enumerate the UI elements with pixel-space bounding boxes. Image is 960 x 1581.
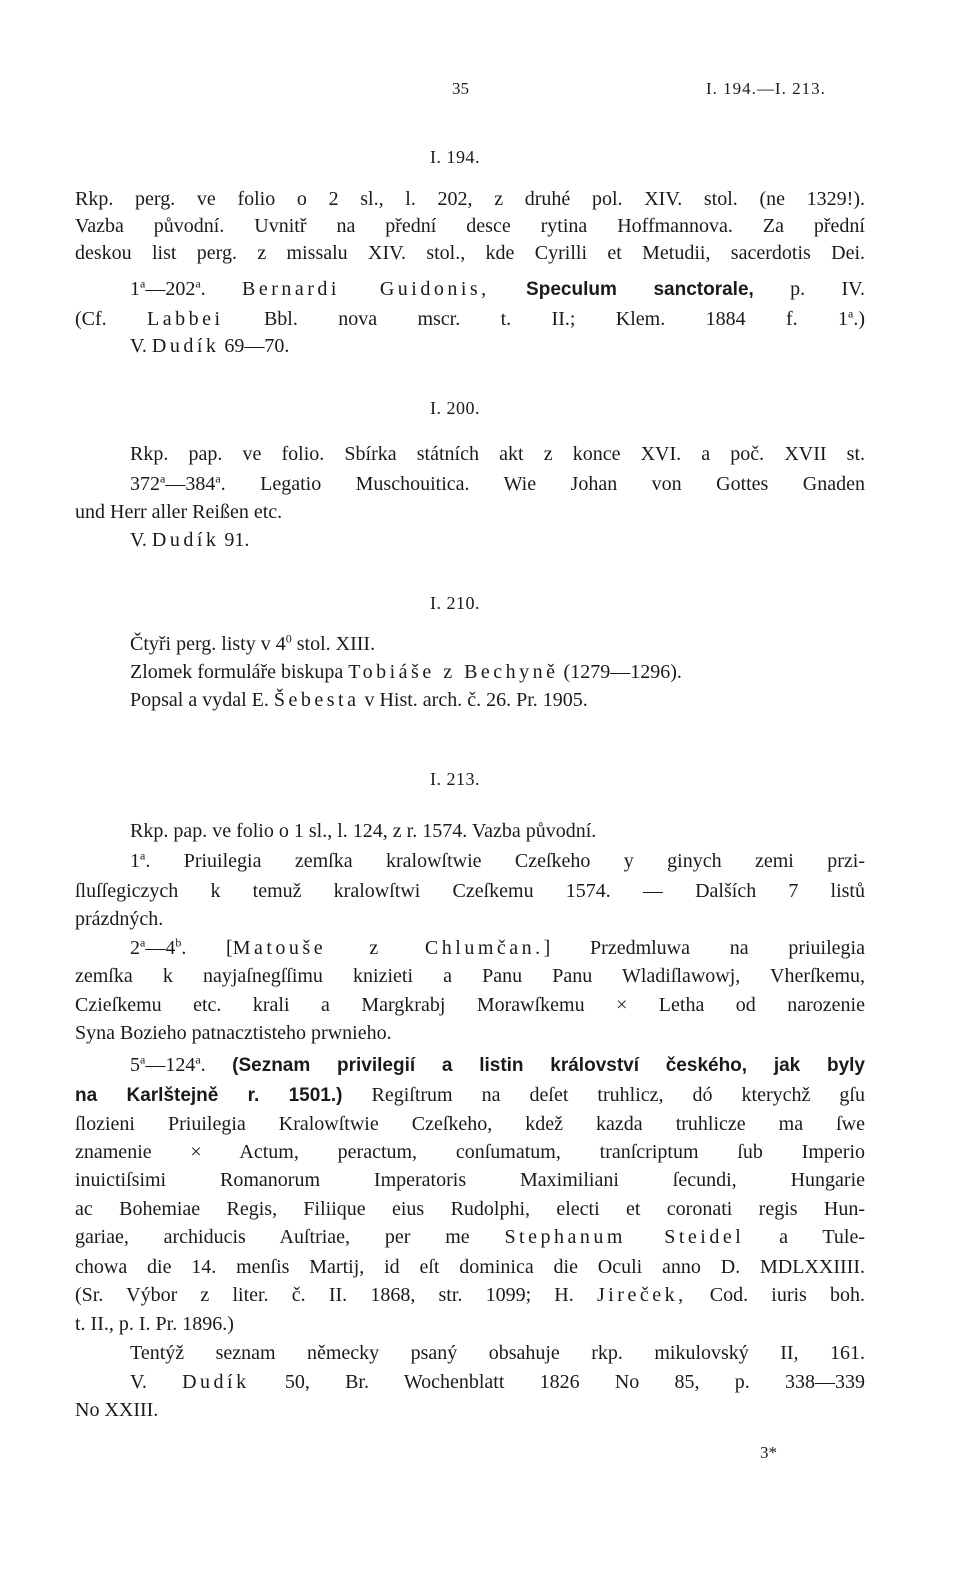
s213-line-16: chowa die 14. menſis Martij, id eſt dominica die Oculi anno D. MDLXXIIII. <box>75 1256 865 1278</box>
s213-line-3: ſluſſegiczych k temuž kralowſtwi Czeſkemu 1574. — Dalších 7 listů <box>75 880 865 902</box>
s213-line-14: ac Bohemiae Regis, Filiique eius Rudolphi, electi et coronati regis Hun- <box>75 1198 865 1220</box>
work-title: Speculum sanctorale, <box>526 279 754 300</box>
section-heading-200: I. 200. <box>430 398 480 418</box>
s213-line-4: prázdných. <box>75 908 164 930</box>
running-header: I. 194.—I. 213. <box>706 79 826 98</box>
s213-line-9: 5$^a$—124$^a$. (Seznam privilegií a listin království českého, jak byly <box>130 1052 865 1076</box>
s213-line-21: No XXIII. <box>75 1399 159 1421</box>
s213-line-6: zemſka k nayjaſnegſſimu knizieti a Panu Panu Wladiſlawowj, Vherſkemu, <box>75 965 865 987</box>
s213-line-11: ſlozieni Priuilegia Kralowſtwie Czeſkeho, kdež kazda truhlicze ma ſwe <box>75 1113 865 1135</box>
s213-line-10: na Karlštejně r. 1501.) Regiſtrum na deſet truhlicz, dó kterychž gſu <box>75 1084 865 1106</box>
s213-line-15: gariae, archiducis Auſtriae, per me Stephanum Steidel a Tule- <box>75 1226 866 1248</box>
author-name: Bernardi Guidonis, <box>242 278 490 300</box>
s210-line-1: Čtyři perg. listy v $4^0$ stol. XIII. <box>130 631 376 655</box>
s213-line-2: 1$^a$. Priuilegia zemſka kralowſtwie Czeſkeho y ginych zemi przi- <box>130 848 865 872</box>
s210-line-3: Popsal a vydal E. Šebesta v Hist. arch. č. 26. Pr. 1905. <box>130 689 588 711</box>
s194-line-6: V. Dudík 69—70. <box>130 335 290 357</box>
s213-line-8: Syna Bozieho patnacztisteho prwnieho. <box>75 1022 392 1044</box>
s213-line-12: znamenie × Actum, peractum, conſumatum, tranſcriptum ſub Imperio <box>75 1141 865 1163</box>
s200-line-1: Rkp. pap. ve folio. Sbírka státních akt z konce XVI. a poč. XVII st. <box>130 443 865 465</box>
s194-line-2: Vazba původní. Uvnitř na přední desce rytina Hoffmannova. Za přední <box>75 215 865 237</box>
signature-mark: 3* <box>760 1443 777 1462</box>
section-heading-194: I. 194. <box>430 147 480 167</box>
s213-line-20: V. Dudík 50, Br. Wochenblatt 1826 No 85, p. 338—339 <box>130 1371 865 1393</box>
s213-line-17: (Sr. Výbor z liter. č. II. 1868, str. 1099; H. Jireček, Cod. iuris boh. <box>75 1284 866 1306</box>
page-number: 35 <box>452 79 469 98</box>
s210-line-2: Zlomek formuláře biskupa Tobiáše z Bechyně (1279—1296). <box>130 661 682 683</box>
s213-line-19: Tentýž seznam německy psaný obsahuje rkp. mikulovský II, 161. <box>130 1342 865 1364</box>
section-heading-213: I. 213. <box>430 769 480 789</box>
s200-line-4: V. Dudík 91. <box>130 529 250 551</box>
s194-line-4: 1$^a$—202$^a$. Bernardi Guidonis, Speculum sanctorale, p. IV. <box>130 276 866 300</box>
s194-line-5: (Cf. Labbei Bbl. nova mscr. t. II.; Klem. 1884 f. 1$^a$.) <box>75 306 865 330</box>
section-heading-210: I. 210. <box>430 593 480 613</box>
s200-line-3: und Herr aller Reißen etc. <box>75 501 283 523</box>
s194-line-3: deskou list perg. z missalu XIV. stol., kde Cyrilli et Metudii, sacerdotis Dei. <box>75 242 865 264</box>
s213-line-5: 2$^a$—4$^b$. [Matouše z Chlumčan.] Przedmluwa na priuilegia <box>130 935 865 959</box>
bold-title: (Seznam privilegií a listin království českého, jak byly <box>232 1055 865 1076</box>
s200-line-2: 372$^a$—384$^a$. Legatio Muschouitica. Wie Johan von Gottes Gnaden <box>130 471 865 495</box>
s194-line-1: Rkp. perg. ve folio o 2 sl., l. 202, z druhé pol. XIV. stol. (ne 1329!). <box>75 188 865 210</box>
s213-line-13: inuictiſsimi Romanorum Imperatoris Maximiliani ſecundi, Hungarie <box>75 1169 865 1191</box>
s213-line-1: Rkp. pap. ve folio o 1 sl., l. 124, z r. 1574. Vazba původní. <box>130 820 597 842</box>
s213-line-7: Czieſkemu etc. krali a Margkrabj Morawſkemu × Letha od narozenie <box>75 994 865 1016</box>
s213-line-18: t. II., p. I. Pr. 1896.) <box>75 1313 234 1335</box>
